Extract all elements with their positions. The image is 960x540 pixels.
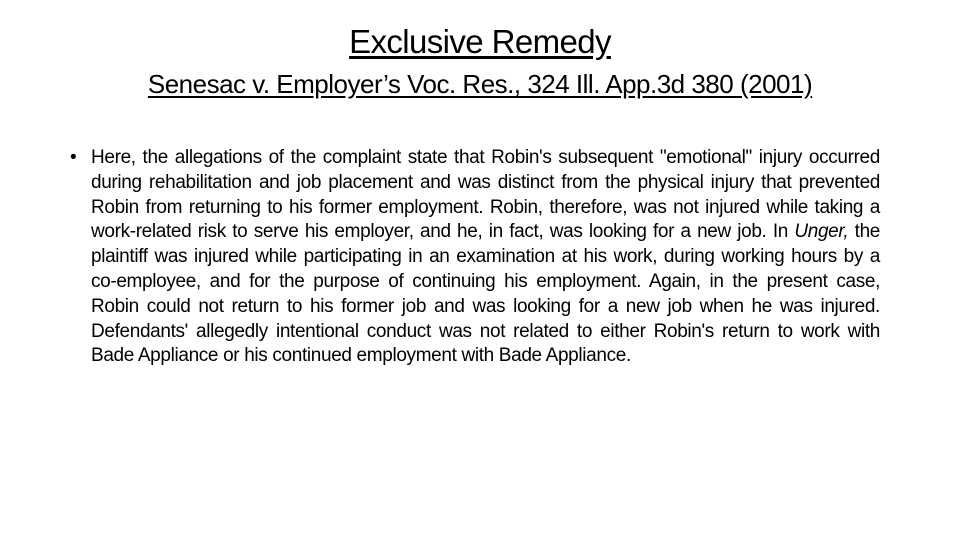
case-name-unger: Unger, bbox=[794, 221, 849, 243]
paragraph-text-part-1: Here, the allegations of the complaint state that Robin's subsequent "emotional" injury occurred during rehabilitation and job placement and was distinct from the physical injury that prevented Robin from returning to his former employment. Robin, therefore, was not injured while taking a work-related risk to serve his employer, and he, in fact, was looking for a new job. In bbox=[91, 147, 880, 243]
slide-subtitle: Senesac v. Employer’s Voc. Res., 324 Ill. App.3d 380 (2001) bbox=[147, 69, 813, 99]
paragraph-text-part-2: the plaintiff was injured while participating in an examination at his work, during working hours by a co-employee, and for the purpose of continuing his employment. Again, in the present case, Robin could not return to his former job and was looking for a new job when he was injured. Defendants' allegedly intentional conduct was not related to either Robin's return to work with Bade Appliance or his continued employment with Bade Appliance. bbox=[91, 221, 880, 367]
bullet-list bbox=[70, 146, 880, 369]
slide-title: Exclusive Remedy bbox=[349, 23, 611, 60]
bullet-icon: • bbox=[70, 147, 77, 168]
bullet-item bbox=[70, 146, 880, 369]
